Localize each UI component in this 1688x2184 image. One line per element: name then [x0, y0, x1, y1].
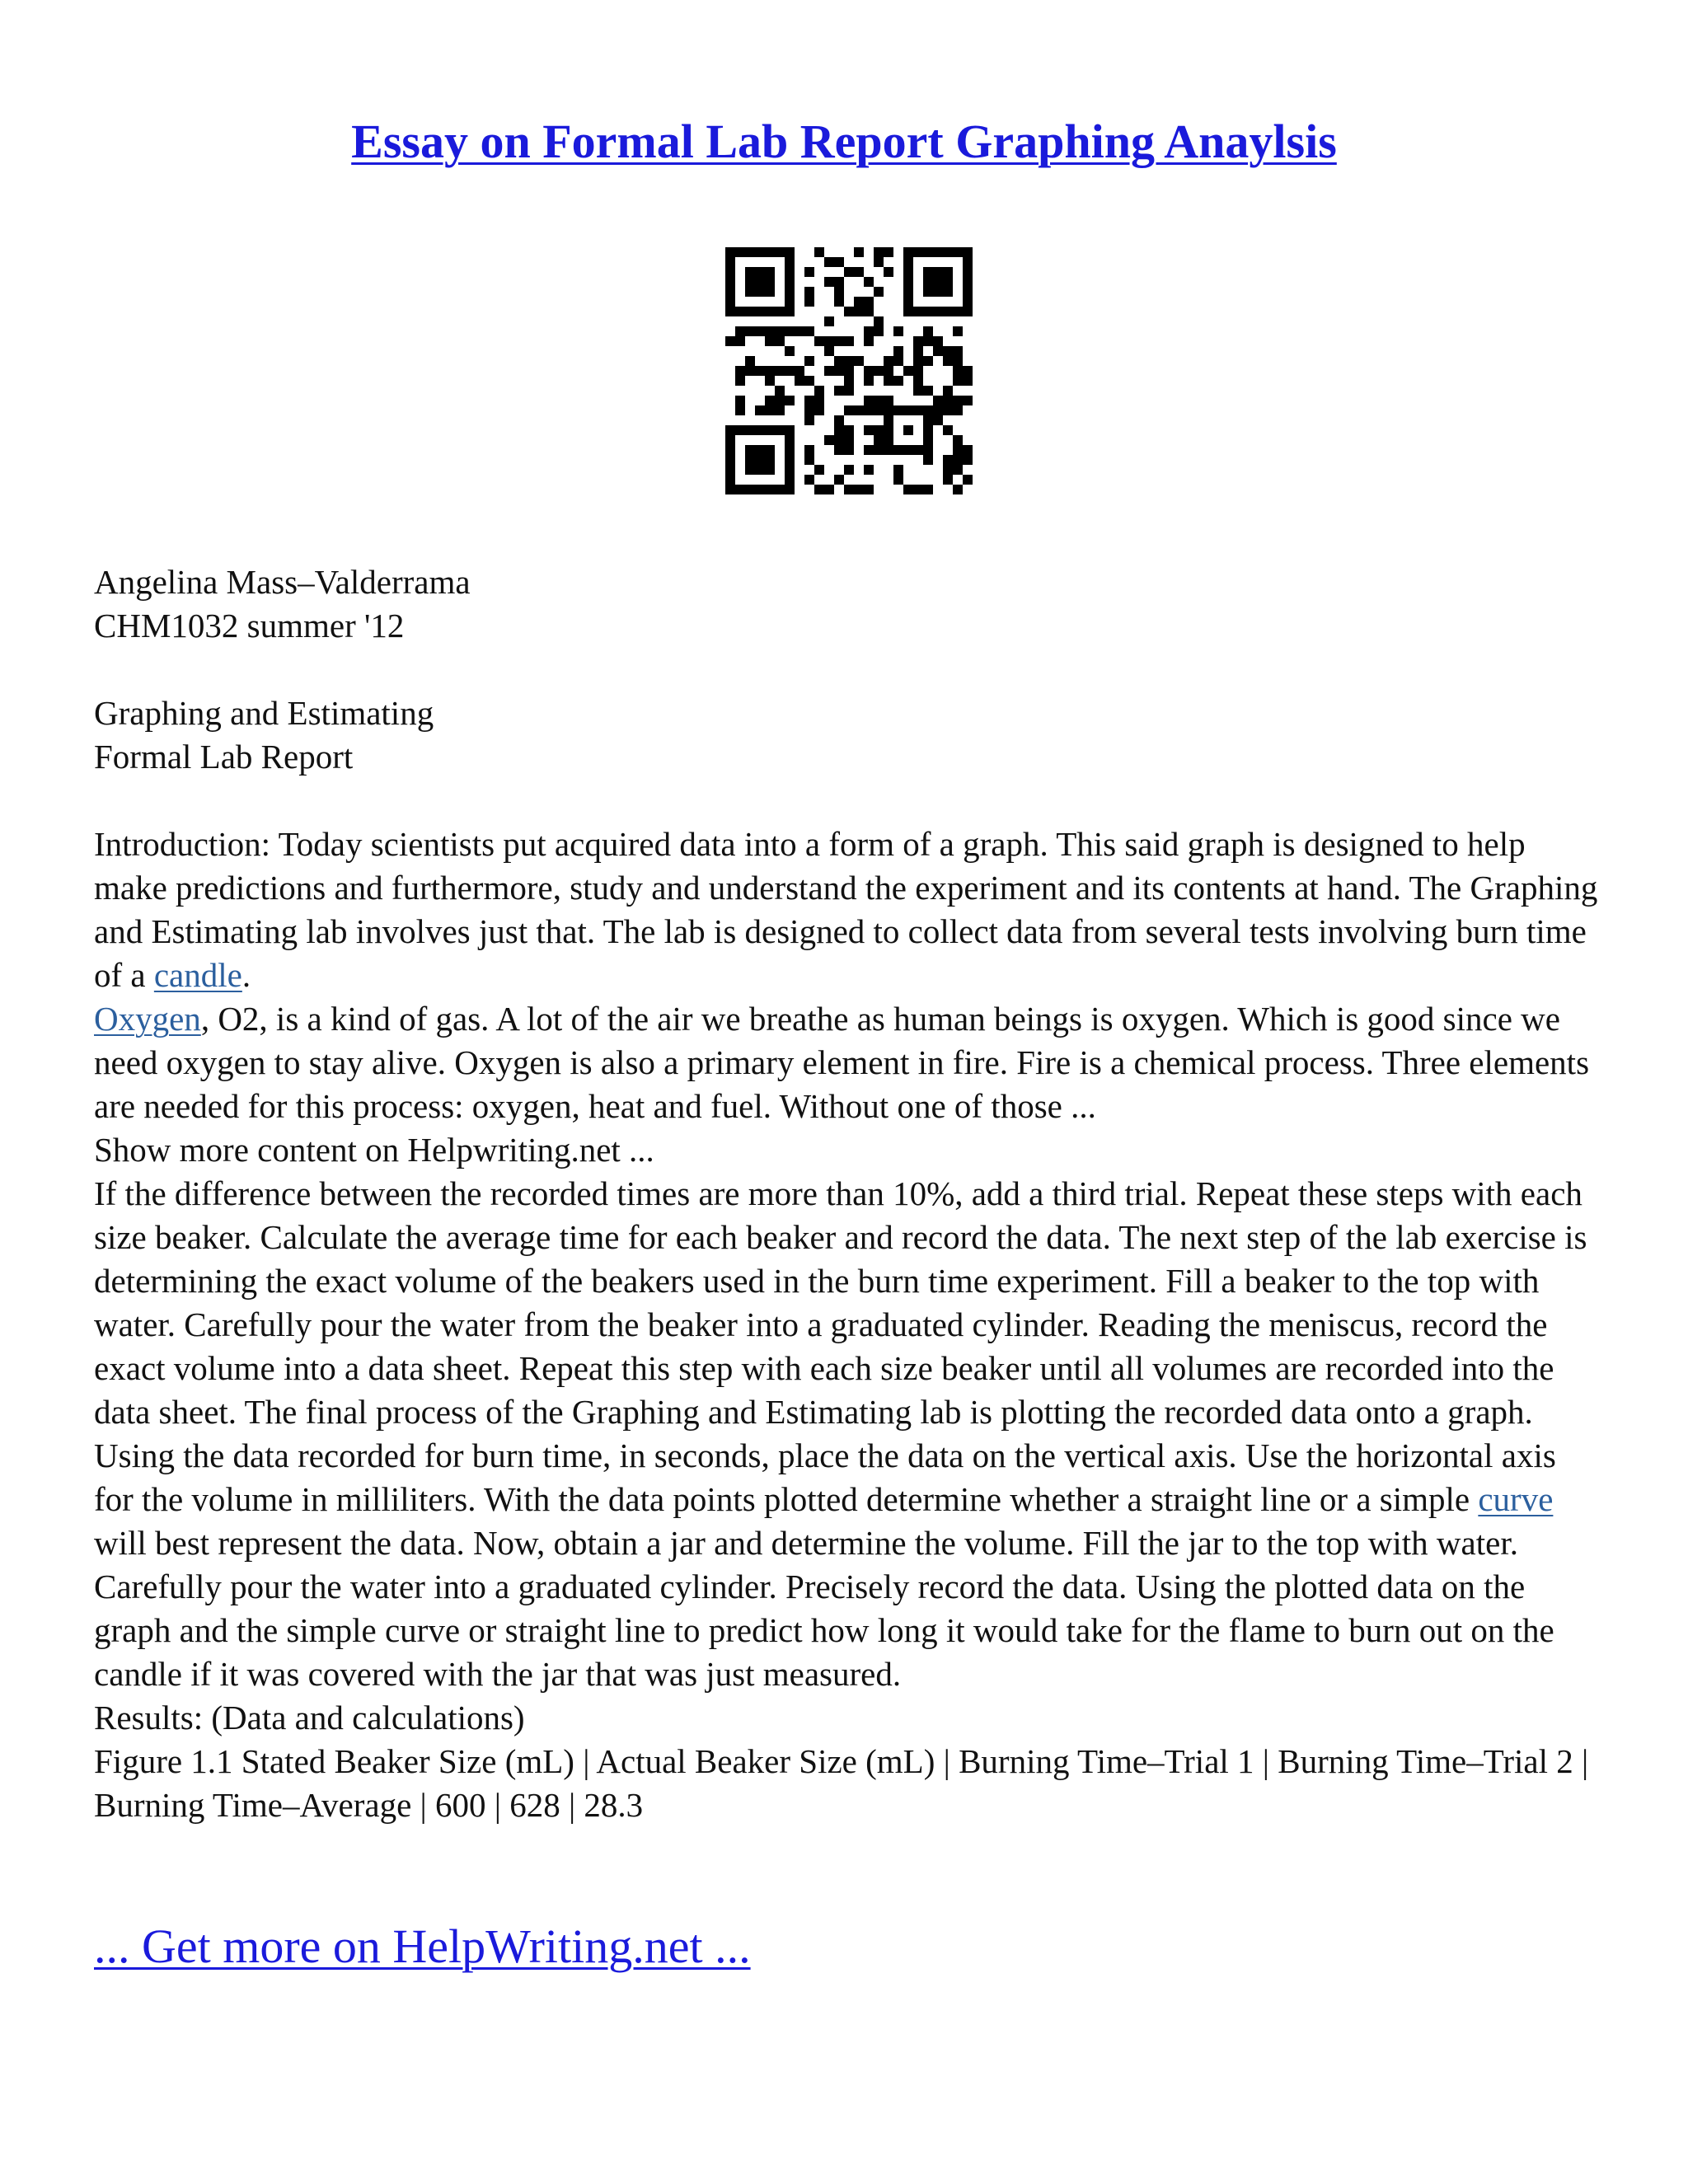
results-heading: Results: (Data and calculations)	[94, 1699, 525, 1736]
candle-link[interactable]: candle	[153, 956, 242, 994]
footer-container	[94, 1919, 751, 1974]
oxygen-link[interactable]: Oxygen	[94, 1000, 201, 1038]
procedure-end: will best represent the data. Now, obtain a jar and determine the volume. Fill the jar to the top with water. Carefully pour the water into a graduated cylinder. Precisely record the data. Using the plotted data on the graph and the simple curve or straight line to predict how long it would take for the flame to burn out on the candle if it was covered with the jar that was just measured.	[94, 1524, 1554, 1693]
document-title-link[interactable]: Essay on Formal Lab Report Graphing Anaylsis	[351, 115, 1337, 168]
qr-code-icon	[725, 247, 973, 494]
procedure-paragraph	[94, 1172, 1602, 1696]
author-name: Angelina Mass–Valderrama	[94, 563, 471, 601]
show-more-text: Show more content on Helpwriting.net ...	[94, 1131, 654, 1169]
get-more-link[interactable]: ... Get more on HelpWriting.net ...	[94, 1919, 751, 1973]
course-info: CHM1032 summer '12	[94, 607, 405, 644]
intro-end: .	[241, 956, 251, 994]
intro-text: Introduction: Today scientists put acquired data into a form of a graph. This said graph is designed to help make predictions and furthermore, study and understand the experiment and its contents at hand. The Graphing and Estimating lab involves just that. The lab is designed to collect data from several tests involving burn time of a	[94, 825, 1598, 994]
oxygen-text: , O2, is a kind of gas. A lot of the air we breathe as human beings is oxygen. Which is good since we need oxygen to stay alive. Oxygen is also a primary element in fire. Fire is a chemical process. Three elements are needed for this process: oxygen, heat and fuel. Without one of those ...	[94, 1000, 1590, 1125]
document-body	[94, 560, 1602, 1827]
oxygen-paragraph	[94, 997, 1602, 1128]
curve-link[interactable]: curve	[1478, 1480, 1554, 1518]
introduction-paragraph	[94, 823, 1602, 997]
figure-caption: Figure 1.1 Stated Beaker Size (mL) | Actual Beaker Size (mL) | Burning Time–Trial 1 | Burning Time–Trial 2 | Burning Time–Average | 600 | 628 | 28.3	[94, 1742, 1589, 1824]
report-subtitle-2: Formal Lab Report	[94, 738, 354, 776]
report-subtitle-1: Graphing and Estimating	[94, 694, 434, 732]
procedure-text: If the difference between the recorded times are more than 10%, add a third trial. Repeat these steps with each size beaker. Calculate the average time for each beaker and record the data. The next step of the lab exercise is determining the exact volume of the beakers used in the burn time experiment. Fill a beaker to the top with water. Carefully pour the water from the beaker into a graduated cylinder. Reading the meniscus, record the exact volume into a data sheet. Repeat this step with each size beaker until all volumes are recorded into the data sheet. The final process of the Graphing and Estimating lab is plotting the recorded data onto a graph. Using the data recorded for burn time, in seconds, place the data on the vertical axis. Use the horizontal axis for the volume in milliliters. With the data points plotted determine whether a straight line or a simple	[94, 1174, 1587, 1518]
title-container	[0, 114, 1688, 169]
